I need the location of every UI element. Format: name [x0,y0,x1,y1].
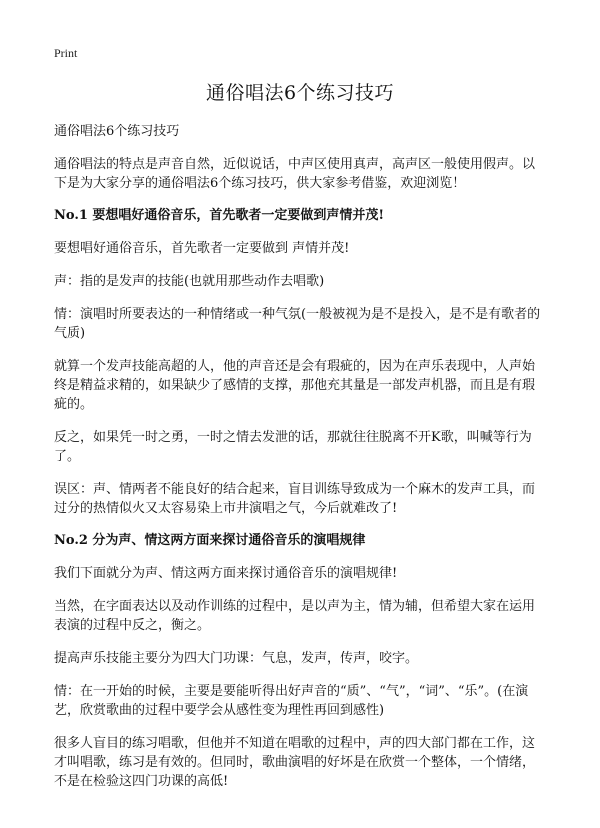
section-1-paragraph: 就算一个发声技能高超的人，他的声音还是会有瑕疵的，因为在声乐表现中，人声始终是精益求精的，如果缺少了感情的支撑，那他充其量是一部发声机器，而且是有瑕疵的。 [54,359,536,412]
document-subtitle: 通俗唱法6个练习技巧 [54,124,180,139]
section-2-paragraph: 我们下面就分为声、情这两方面来探讨通俗音乐的演唱规律! [54,566,398,581]
print-link[interactable]: Print [54,46,78,60]
section-1-paragraph: 要想唱好通俗音乐，首先歌者一定要做到 声情并茂! [54,241,350,256]
section-2-paragraph: 情：在一开始的时候，主要是要能听得出好声音的“质”、“气”，“词”、“乐”。(在演艺，欣赏歌曲的过程中要学会从感性变为理性再回到感性) [54,684,529,718]
section-2-paragraph: 提高声乐技能主要分为四大门功课：气息，发声，传声，咬字。 [54,651,419,666]
section-1-paragraph: 误区：声、情两者不能良好的结合起来，盲目训练导致成为一个麻木的发声工具，而过分的热情似火又太容易染上市井演唱之气，今后就难改了! [54,482,536,516]
section-1-paragraph: 情：演唱时所要表达的一种情绪或一种气氛(一般被视为是不是投入，是不是有歌者的气质) [54,307,541,341]
page-title: 通俗唱法6个练习技巧 [205,82,395,104]
section-1-paragraph: 反之，如果凭一时之勇，一时之情去发泄的话，那就往往脱离不开K歌，叫喊等行为了。 [54,430,532,464]
section-1-paragraph: 声：指的是发声的技能(也就用那些动作去唱歌) [54,274,325,289]
section-2-heading: No.2 分为声、情这两方面来探讨通俗音乐的演唱规律 [54,533,366,548]
section-2-paragraph: 很多人盲目的练习唱歌，但他并不知道在唱歌的过程中，声的四大部门都在工作，这才叫唱歌，练习是有效的。但同时，歌曲演唱的好坏是在欣赏一个整体，一个情绪，不是在检验这四门功课的高低! [54,736,536,789]
section-1-heading: No.1 要想唱好通俗音乐，首先歌者一定要做到声情并茂! [54,208,385,223]
section-2-paragraph: 当然，在字面表达以及动作训练的过程中，是以声为主，情为辅，但希望大家在运用表演的过程中反之，衡之。 [54,599,536,633]
intro-paragraph: 通俗唱法的特点是声音自然，近似说话，中声区使用真声，高声区一般使用假声。以下是为大家分享的通俗唱法6个练习技巧，供大家参考借鉴，欢迎浏览！ [54,157,536,191]
